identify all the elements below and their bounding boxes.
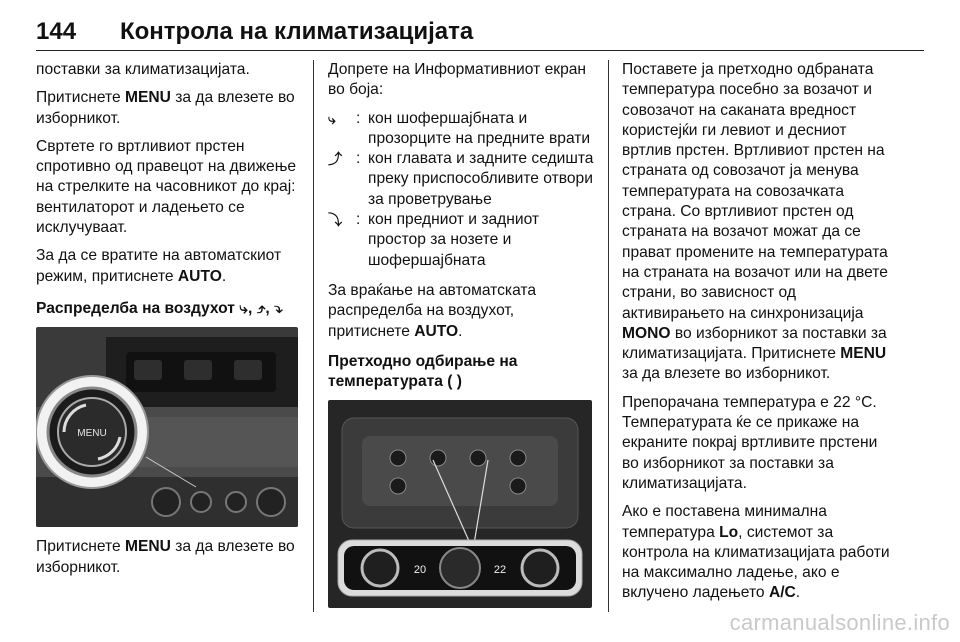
text: Ако е поставена минимална температура xyxy=(622,503,827,541)
right-temperature-display: 22 xyxy=(493,564,507,577)
column-2 xyxy=(328,60,596,608)
text: Притиснете xyxy=(36,89,125,107)
text: , системот за контрола на климатизацијата работи на максимално ладење, ако е вклучено ладењето xyxy=(622,523,890,602)
section-heading-air-distribution xyxy=(36,299,302,319)
text: за да влезете во изборникот. xyxy=(622,365,831,383)
paragraph: поставки за климатизацијата. xyxy=(36,61,250,78)
separator: : xyxy=(356,211,361,229)
list-item-text: кон главата и задните седишта преку приспособливите отвори за проветрување xyxy=(368,150,594,208)
section-heading-temperature xyxy=(328,352,596,393)
menu-knob-label: MENU xyxy=(77,428,107,440)
header-divider xyxy=(36,50,924,51)
keyword-auto: AUTO xyxy=(414,322,459,340)
text: За да се вратите на автоматскиот режим, притиснете xyxy=(36,247,282,285)
list-item-windscreen xyxy=(328,109,596,150)
text: Поставете ја претходно одбраната температура посебно за возачот и совозачот на саканата вредност користејќи ги левиот и десниот вртлив прстен. Вртливиот прстен на страната од совозачот ја менува температурата на совозачката страна. Со вртливиот прстен од страната на возачот можат да се прават промените на температурата на страната на возачот или на двете страни, во зависност од активирањето на синхронизација xyxy=(622,61,888,322)
page-header xyxy=(36,18,924,52)
keyword-menu: MENU xyxy=(124,89,171,107)
photo-temperature-panel xyxy=(328,400,592,608)
column-1 xyxy=(36,60,302,586)
list-item-text: кон предниот и задниот простор за нозете и шофершајбната xyxy=(368,211,540,269)
page-title: Контрола на климатизацијата xyxy=(120,18,474,45)
paragraph xyxy=(36,88,302,129)
temperature-panel-illustration xyxy=(328,400,592,608)
paragraph: Препорачана температура е 22 °C. Температурата ќе се прикаже на екраните покрај вртливите прстени во изборникот за поставки за климатизацијата. xyxy=(622,393,878,492)
photo-menu-knob xyxy=(36,327,298,527)
paragraph xyxy=(622,60,892,385)
air-distribution-icons: ⤷, ⤴, ⤵ xyxy=(239,299,283,317)
footwell-airflow-icon: ⤵ xyxy=(328,212,342,229)
text: . xyxy=(795,584,801,602)
separator: : xyxy=(356,109,361,127)
column-3 xyxy=(622,60,892,612)
heading-text: Претходно одбирање на температурата xyxy=(328,352,518,391)
heading-text: Распределба на воздухот xyxy=(36,299,240,317)
paragraph: Свртете го вртливиот прстен спротивно од правецот на движење на стрелките на часовникот до крај: вентилаторот и ладењето се исклучуваат. xyxy=(36,137,297,237)
keyword-menu: MENU xyxy=(840,345,887,363)
text: Притиснете xyxy=(36,538,125,556)
windscreen-airflow-icon: ⤷ xyxy=(328,110,336,127)
paragraph xyxy=(36,246,302,287)
paragraph xyxy=(328,281,596,342)
paragraph xyxy=(622,502,892,603)
column-divider-2 xyxy=(608,60,609,612)
keyword-menu: MENU xyxy=(124,538,171,556)
list-item-head xyxy=(328,149,596,210)
keyword-lo: Lo xyxy=(719,523,739,541)
list-item-footwell xyxy=(328,210,596,271)
separator: : xyxy=(356,150,361,168)
text: . xyxy=(458,322,463,340)
text: За враќање на автоматската распределба на воздухот, притиснете xyxy=(328,281,537,340)
keyword-auto: AUTO xyxy=(177,267,222,285)
watermark: carmanualsonline.info xyxy=(729,610,950,635)
image-caption xyxy=(36,537,302,578)
text: за да влезете во изборникот. xyxy=(36,89,295,127)
left-temperature-display: 20 xyxy=(413,564,427,577)
keyword-ac: A/C xyxy=(768,584,796,602)
dashboard-menu-illustration xyxy=(36,327,298,527)
paragraph: Допрете на Информативниот екран во бојa: xyxy=(328,61,587,99)
temperature-knob-icons: ( ) xyxy=(447,373,462,391)
text: за да влезете во изборникот. xyxy=(36,538,295,576)
text: . xyxy=(221,267,227,285)
column-divider-1 xyxy=(313,60,314,612)
keyword-mono: MONO xyxy=(622,324,671,342)
head-airflow-icon: ⤴ xyxy=(328,151,342,168)
text: во изборникот за поставки за климатизацијата. Притиснете xyxy=(622,324,887,363)
list-item-text: кон шофершајбната и прозорците на предните врати xyxy=(368,109,591,147)
page-number: 144 xyxy=(36,18,77,45)
